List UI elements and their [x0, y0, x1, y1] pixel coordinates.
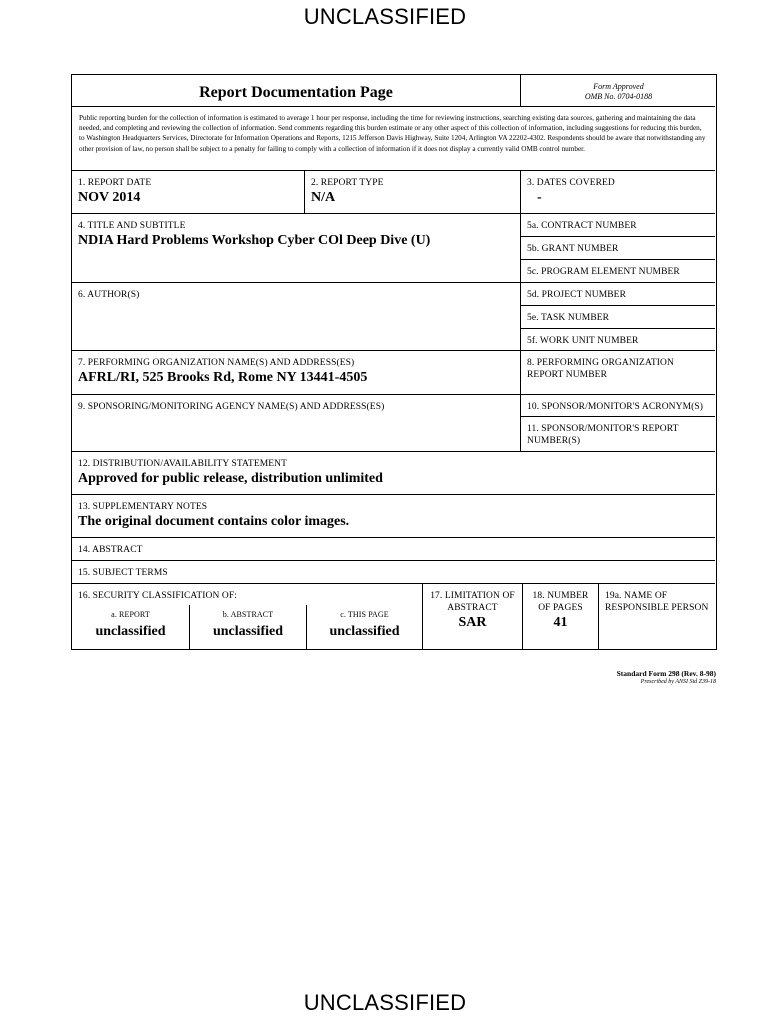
supplementary-value: The original document contains color images.	[78, 514, 350, 529]
security-page-value: unclassified	[329, 624, 400, 639]
project-number-cell	[520, 282, 715, 305]
subject-terms-cell	[72, 560, 715, 583]
supplementary-label: 13. SUPPLEMENTARY NOTES	[78, 502, 208, 512]
task-number-cell	[520, 305, 715, 328]
sponsor-acronym-cell	[520, 394, 715, 416]
responsible-person-cell	[598, 583, 715, 649]
program-element-cell	[520, 259, 715, 282]
security-report-cell	[72, 605, 189, 649]
bottom-classification-banner: UNCLASSIFIED	[303, 990, 467, 1015]
supplementary-cell	[72, 494, 715, 537]
title-cell	[72, 213, 520, 282]
limitation-label: 17. LIMITATION OF ABSTRACT	[430, 591, 515, 613]
limitation-cell	[422, 583, 522, 649]
performing-org-label: 7. PERFORMING ORGANIZATION NAME(S) AND ADDRESS(ES)	[78, 358, 355, 368]
form-title-cell	[72, 75, 520, 106]
work-unit-label: 5f. WORK UNIT NUMBER	[527, 336, 639, 346]
performing-report-label: 8. PERFORMING ORGANIZATION REPORT NUMBER	[527, 358, 674, 380]
security-page-cell	[306, 605, 422, 649]
security-abstract-label: b. ABSTRACT	[222, 610, 274, 619]
sponsor-report-label: 11. SPONSOR/MONITOR'S REPORT NUMBER(S)	[527, 424, 679, 446]
dates-covered-cell	[520, 170, 715, 213]
report-type-label: 2. REPORT TYPE	[311, 178, 384, 188]
dates-covered-value: -	[537, 190, 542, 205]
security-classification-label: 16. SECURITY CLASSIFICATION OF:	[78, 591, 237, 601]
distribution-cell	[72, 451, 715, 494]
title-value: NDIA Hard Problems Workshop Cyber COl Deep Dive (U)	[78, 233, 431, 248]
report-date-label: 1. REPORT DATE	[78, 178, 152, 188]
performing-org-cell	[72, 350, 520, 394]
report-type-cell	[304, 170, 520, 213]
standard-form-label: Standard Form 298 (Rev. 8-98)	[616, 669, 716, 678]
top-classification-banner: UNCLASSIFIED	[303, 4, 467, 29]
security-abstract-value: unclassified	[212, 624, 283, 639]
work-unit-cell	[520, 328, 715, 350]
prescribed-by-label: Prescribed by ANSI Std Z39-18	[640, 679, 716, 685]
grant-number-cell	[520, 236, 715, 259]
form-title: Report Documentation Page	[199, 84, 393, 101]
sponsor-acronym-label: 10. SPONSOR/MONITOR'S ACRONYM(S)	[527, 402, 704, 412]
report-type-value: N/A	[311, 190, 336, 205]
number-of-pages-label: 18. NUMBER OF PAGES	[532, 591, 589, 613]
grant-number-label: 5b. GRANT NUMBER	[527, 244, 619, 254]
performing-report-cell	[520, 350, 715, 394]
project-number-label: 5d. PROJECT NUMBER	[527, 290, 627, 300]
program-element-label: 5c. PROGRAM ELEMENT NUMBER	[527, 267, 680, 277]
authors-label: 6. AUTHOR(S)	[78, 290, 140, 300]
form-approved-label: Form Approved	[593, 82, 644, 91]
limitation-value: SAR	[458, 615, 487, 630]
security-abstract-cell	[189, 605, 306, 649]
abstract-label: 14. ABSTRACT	[78, 545, 143, 555]
report-documentation-form	[71, 74, 717, 650]
distribution-label: 12. DISTRIBUTION/AVAILABILITY STATEMENT	[78, 459, 288, 469]
omb-number: OMB No. 0704-0188	[584, 92, 653, 101]
burden-statement-cell	[72, 106, 715, 170]
security-page-label: c. THIS PAGE	[340, 610, 389, 619]
security-report-value: unclassified	[95, 624, 166, 639]
sponsor-report-cell	[520, 416, 715, 451]
task-number-label: 5e. TASK NUMBER	[527, 313, 610, 323]
number-of-pages-value: 41	[553, 615, 568, 630]
contract-number-cell	[520, 213, 715, 236]
number-of-pages-cell	[522, 583, 598, 649]
report-date-value: NOV 2014	[78, 190, 141, 205]
burden-statement: Public reporting burden for the collection of information is estimated to average 1 hour per response, including the time for reviewing instructions, searching existing data sources, gathering and maintaining the data needed, and completing and reviewing the collection of information. Send comments regarding this burden estimate or any other aspect of this collection of information, including suggestions for reducing this burden, to Washington Headquarters Services, Directorate for Information Operations and Reports, 1215 Jefferson Davis Highway, Suite 1204, Arlington VA 22202-4302. Respondents should be aware that notwithstanding any other provision of law, no person shall be subject to a penalty for failing to comply with a collection of information if it does not display a currently valid OMB control number.	[79, 114, 706, 153]
report-date-cell	[72, 170, 304, 213]
title-label: 4. TITLE AND SUBTITLE	[78, 221, 186, 231]
distribution-value: Approved for public release, distribution unlimited	[78, 471, 383, 486]
contract-number-label: 5a. CONTRACT NUMBER	[527, 221, 637, 231]
dates-covered-label: 3. DATES COVERED	[527, 178, 615, 188]
authors-cell	[72, 282, 520, 350]
responsible-person-label: 19a. NAME OF RESPONSIBLE PERSON	[605, 591, 709, 613]
performing-org-value: AFRL/RI, 525 Brooks Rd, Rome NY 13441-4505	[78, 370, 368, 385]
sponsoring-label: 9. SPONSORING/MONITORING AGENCY NAME(S) AND ADDRESS(ES)	[78, 402, 385, 412]
subject-terms-label: 15. SUBJECT TERMS	[78, 568, 168, 578]
sponsoring-cell	[72, 394, 520, 451]
security-report-label: a. REPORT	[111, 610, 150, 619]
security-classification-cell	[72, 583, 422, 605]
form-approved-cell	[520, 75, 716, 106]
abstract-cell	[72, 537, 715, 560]
